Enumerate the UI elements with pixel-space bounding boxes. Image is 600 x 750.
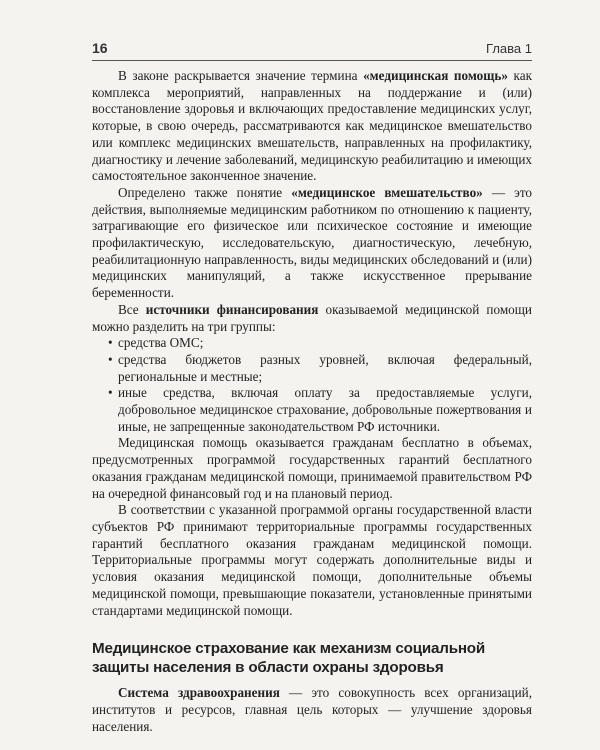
bullet-icon: •: [108, 385, 113, 401]
running-header: [92, 40, 532, 56]
section-heading: Медицинское страхование как механизм социальной защиты населения в области охраны здоровья: [92, 640, 486, 677]
bullet-icon: •: [108, 335, 113, 351]
term-health-system: Система здравоохранения: [118, 685, 280, 701]
term-medical-care: «медицинская помощь»: [363, 68, 508, 83]
paragraph-medical-care: В законе раскрывается значение термина «медицинская помощь» как комплекса мероприятий, направленных на поддержание и (или) восстановление здоровья и включающих предоставление медицинских услуг, которые, в свою очередь, рассматриваются как медицинское вмешательство или комплекс медицинских вмешательств, направленных на профилактику, диагностику и лечение заболеваний, медицинскую реабилитацию и имеющих самостоятельное законченное значение.: [92, 68, 533, 184]
paragraph-health-system: Система здравоохранения — это совокупность всех организаций, институтов и ресурсов, главная цель которых — улучшение здоровья населения.: [92, 685, 532, 734]
term-funding-sources: источники финансирования: [145, 301, 319, 317]
list-item: • иные средства, включая оплату за предоставляемые услуги, добровольное медицинское страхование, добровольные пожертвования и иные, не запрещенные законодательством РФ источники.: [108, 385, 532, 434]
paragraph-funding-sources: Все источники финансирования оказываемой медицинской помощи можно разделить на три группы:: [92, 301, 532, 334]
paragraph-free-care: Медицинская помощь оказывается гражданам бесплатно в объемах, предусмотренных программой государственных гарантий бесплатного оказания гражданам медицинской помощи, принимаемой правительством РФ на очередной финансовый год и на плановый период.: [92, 435, 532, 501]
header-rule: [92, 60, 532, 61]
list-item: • средства бюджетов разных уровней, включая федеральный, региональные и местные;: [108, 351, 532, 384]
term-medical-intervention: «медицинское вмешательство»: [291, 184, 483, 200]
funding-list: [92, 335, 532, 435]
chapter-label: Глава 1: [486, 41, 532, 56]
page-body: [92, 68, 532, 735]
paragraph-medical-intervention: Определено также понятие «медицинское вмешательство» — это действия, выполняемые медицинским работником по отношению к пациенту, затрагивающие его физическое или психическое состояние и имеющие профилактическую, исследовательскую, диагностическую, лечебную, реабилитационную направленность, виды медицинских обследований и (или) медицинских манипуляций, а также искусственное прерывание беременности.: [92, 184, 532, 301]
paragraph-territorial-programs: В соответствии с указанной программой органы государственной власти субъектов РФ принимают территориальные программы государственных гарантий бесплатного оказания гражданам медицинской помощи. Территориальные программы могут содержать дополнительные виды и условия оказания медицинской помощи, дополнительные объемы медицинской помощи, превышающие показатели, установленные принятыми стандартами медицинской помощи.: [92, 502, 532, 618]
page-number: 16: [92, 40, 108, 56]
list-item: • средства ОМС;: [108, 335, 204, 351]
bullet-icon: •: [108, 351, 113, 367]
